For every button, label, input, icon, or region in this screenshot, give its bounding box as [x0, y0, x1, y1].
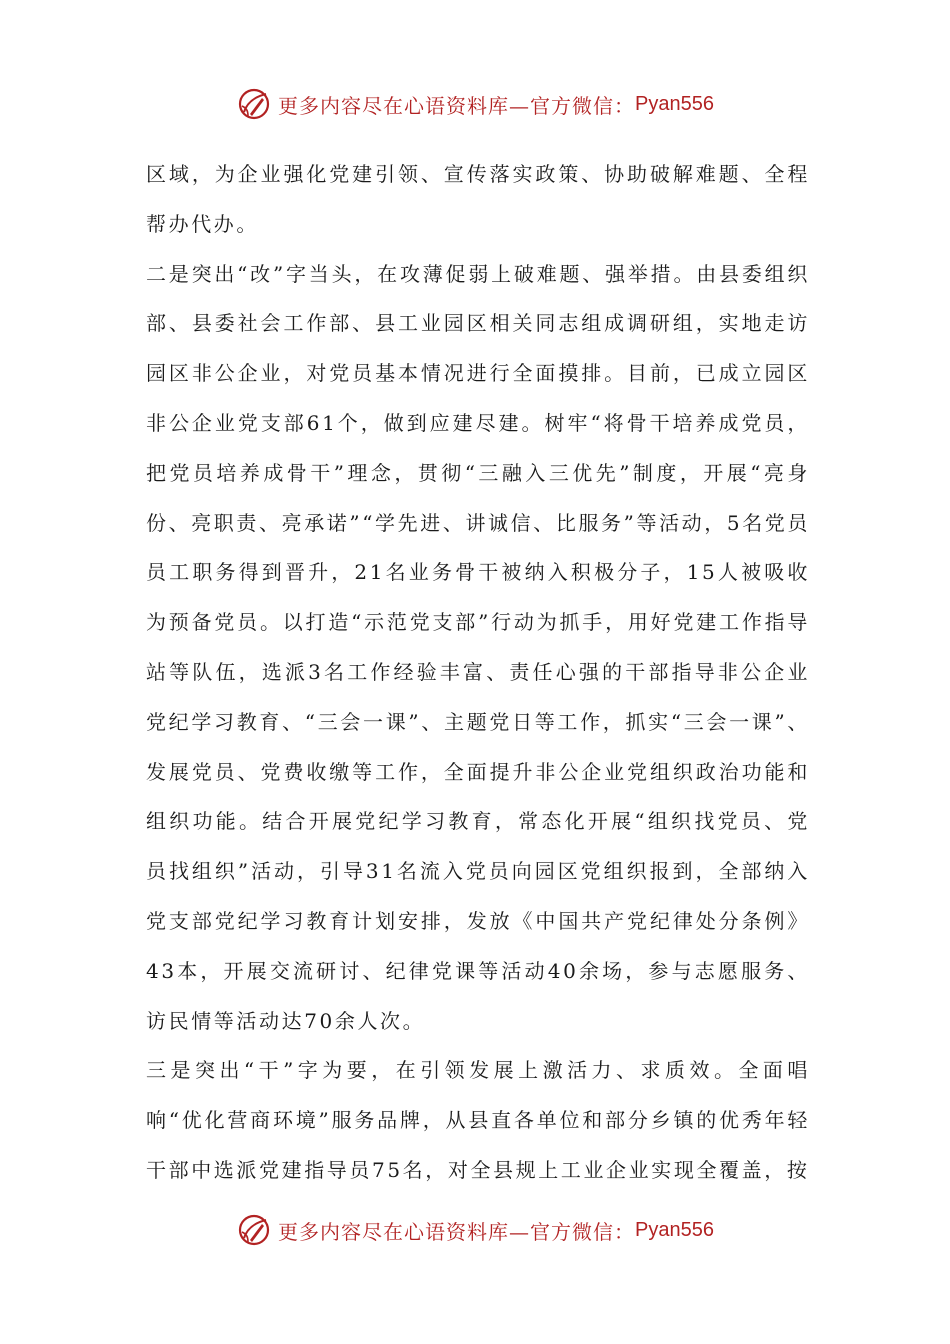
pen-swirl-logo-icon	[236, 86, 272, 122]
document-body	[146, 150, 810, 1196]
banner-wechat-id: Pyan556	[635, 1218, 714, 1241]
banner-wechat-id: Pyan556	[635, 92, 714, 115]
pen-swirl-logo-icon	[236, 1212, 272, 1248]
footer-watermark-banner	[0, 1208, 950, 1252]
header-watermark-banner	[0, 82, 950, 126]
paragraph-2: 二是突出“改”字当头，在攻薄促弱上破难题、强举措。由县委组织部、县委社会工作部、县工业园区相关同志组成调研组，实地走访园区非公企业，对党员基本情况进行全面摸排。目前，已成立园区非公企业党支部61个，做到应建尽建。树牢“将骨干培养成党员，把党员培养成骨干”理念，贯彻“三融入三优先”制度，开展“亮身份、亮职责、亮承诺”“学先进、讲诚信、比服务”等活动，5名党员员工职务得到晋升，21名业务骨干被纳入积极分子，15人被吸收为预备党员。以打造“示范党支部”行动为抓手，用好党建工作指导站等队伍，选派3名工作经验丰富、责任心强的干部指导非公企业党纪学习教育、“三会一课”、主题党日等工作，抓实“三会一课”、发展党员、党费收缴等工作，全面提升非公企业党组织政治功能和组织功能。结合开展党纪学习教育，常态化开展“组织找党员、党员找组织”活动，引导31名流入党员向园区党组织报到，全部纳入党支部党纪学习教育计划安排，发放《中国共产党纪律处分条例》43本，开展交流研讨、纪律党课等活动40余场，参与志愿服务、访民情等活动达70余人次。	[146, 261, 810, 1033]
paragraph-3: 三是突出“干”字为要，在引领发展上激活力、求质效。全面唱响“优化营商环境”服务品牌，从县直各单位和部分乡镇的优秀年轻干部中选派党建指导员75名，对全县规上工业企业实现全覆盖，按	[146, 1058, 810, 1182]
paragraph-1: 区域，为企业强化党建引领、宣传落实政策、协助破解难题、全程帮办代办。	[146, 162, 810, 236]
banner-text: 更多内容尽在心语资料库—官方微信：	[278, 1219, 636, 1244]
banner-text: 更多内容尽在心语资料库—官方微信：	[278, 93, 636, 118]
